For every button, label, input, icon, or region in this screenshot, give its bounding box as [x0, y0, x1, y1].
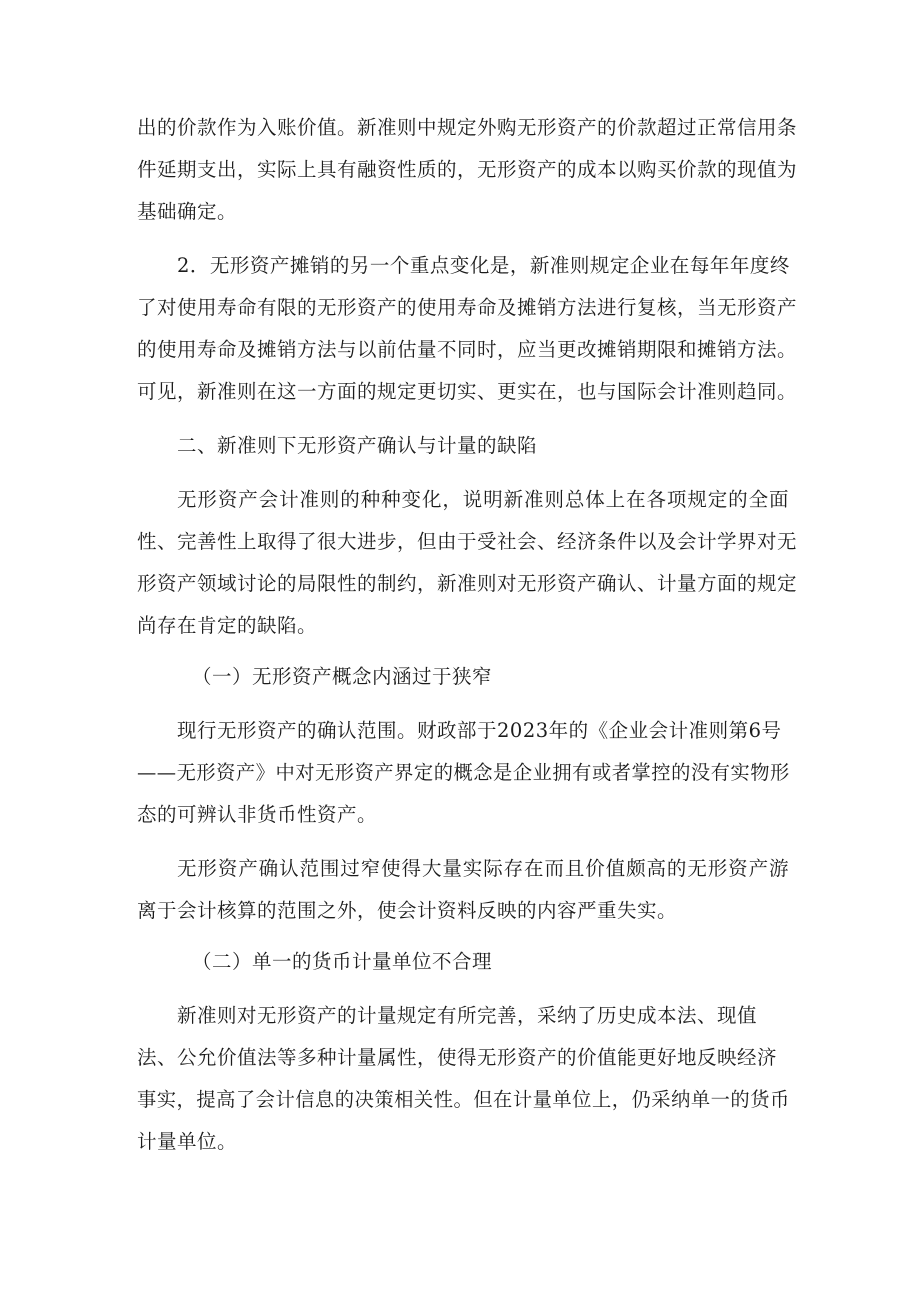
- paragraph-line: 法、公允价值法等多种计量属性，使得无形资产的价值能更好地反映经济: [137, 1046, 778, 1069]
- paragraph-line: 的使用寿命及摊销方法与以前估量不同时，应当更改摊销期限和摊销方法。: [137, 338, 798, 361]
- paragraph-line: 性、完善性上取得了很大进步，但由于受社会、经济条件以及会计学界对无: [137, 530, 798, 553]
- paragraph-line: 可见，新准则在这一方面的规定更切实、更实在，也与国际会计准则趋同。: [137, 380, 798, 403]
- paragraph-line: 件延期支出，实际上具有融资性质的，无形资产的成本以购买价款的现值为: [137, 158, 798, 181]
- paragraph-line: 无形资产会计准则的种种变化，说明新准则总体上在各项规定的全面: [177, 488, 789, 511]
- paragraph-line: 态的可辨认非货币性资产。: [137, 803, 378, 826]
- paragraph-line: 现行无形资产的确认范围。财政部于2023年的《企业会计准则第6号: [177, 719, 782, 742]
- paragraph-line: 新准则对无形资产的计量规定有所完善，采纳了历史成本法、现值: [177, 1004, 758, 1027]
- subsection-heading: （一）无形资产概念内涵过于狭窄: [192, 665, 493, 688]
- paragraph-line: 了对使用寿命有限的无形资产的使用寿命及摊销方法进行复核，当无形资产: [137, 296, 798, 319]
- paragraph-line: 事实，提高了会计信息的决策相关性。但在计量单位上，仍采纳单一的货币: [137, 1088, 790, 1111]
- subsection-heading: （二）单一的货币计量单位不合理: [192, 950, 493, 973]
- section-heading: 二、新准则下无形资产确认与计量的缺陷: [177, 434, 538, 457]
- paragraph-line: 形资产领域讨论的局限性的制约，新准则对无形资产确认、计量方面的规定: [137, 572, 798, 595]
- paragraph-line: 无形资产确认范围过窄使得大量实际存在而且价值颇高的无形资产游: [177, 857, 789, 880]
- paragraph-line: 2．无形资产摊销的另一个重点变化是，新准则规定企业在每年年度终: [177, 254, 790, 277]
- paragraph-line: 离于会计核算的范围之外，使会计资料反映的内容严重失实。: [137, 899, 678, 922]
- paragraph-line: 计量单位。: [137, 1130, 238, 1153]
- paragraph-line: 基础确定。: [137, 200, 238, 223]
- paragraph-line: ——无形资产》中对无形资产界定的概念是企业拥有或者掌控的没有实物形: [137, 761, 790, 784]
- paragraph-line: 出的价款作为入账价值。新准则中规定外购无形资产的价款超过正常信用条: [137, 116, 798, 139]
- paragraph-line: 尚存在肯定的缺陷。: [137, 614, 318, 637]
